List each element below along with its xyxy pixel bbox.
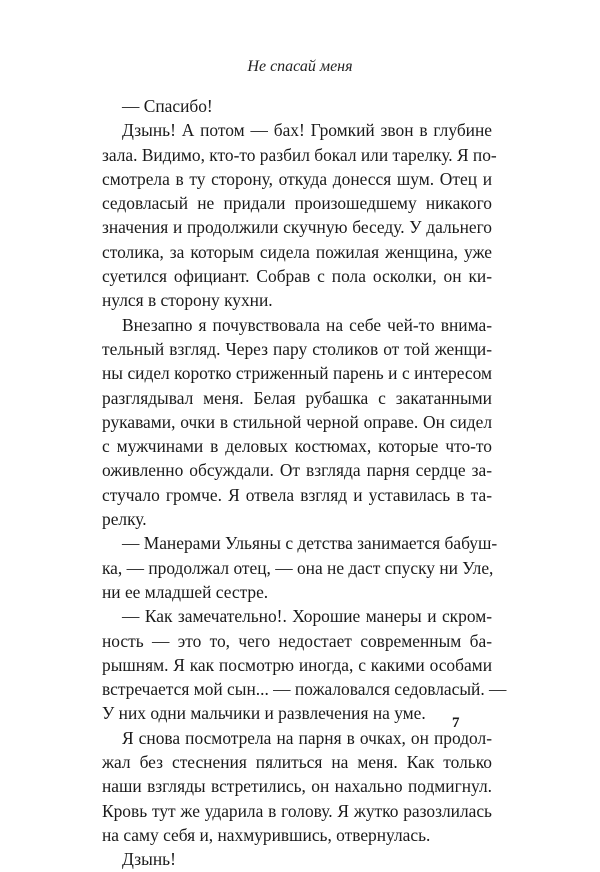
text-line: седовласый не придали произошедшему никакого	[102, 193, 492, 214]
text-line: ны сидел коротко стриженный парень и с интересом	[102, 363, 492, 384]
text-line: на саму себя и, нахмурившись, отвернулась.	[102, 824, 431, 845]
text-line: стучало громче. Я отвела взгляд и уставилась в та-	[102, 484, 492, 505]
text-line: — Манерами Ульяны с детства занимается бабуш-	[122, 533, 498, 554]
text-line: тельный взгляд. Через пару столиков от той женщи-	[102, 338, 492, 359]
text-line: — Как замечательно!. Хорошие манеры и скром-	[122, 606, 492, 627]
text-line: столика, за которым сидела пожилая женщина, уже	[102, 241, 492, 262]
running-head: Не спасай меня	[247, 58, 353, 75]
text-line: Кровь тут же ударила в голову. Я жутко разозлилась	[102, 800, 492, 821]
text-line: наши взгляды встретились, он нахально подмигнул.	[102, 776, 492, 797]
text-line: жал без стеснения пялиться на меня. Как только	[102, 752, 492, 773]
text-line: релку.	[102, 509, 147, 530]
text-line: Дзынь!	[122, 849, 176, 870]
text-line: рышням. Я как посмотрю иногда, с какими особами	[102, 654, 492, 675]
text-line: с мужчинами в деловых костюмах, которые что-то	[102, 436, 492, 457]
text-line: Я снова посмотрела на парня в очках, он продол-	[122, 727, 492, 748]
text-line: Дзынь! А потом — бах! Громкий звон в глубине	[122, 120, 492, 141]
text-line: суетился официант. Собрав с пола осколки, он ки-	[102, 266, 492, 287]
text-line: У них одни мальчики и развлечения на уме.	[102, 703, 426, 724]
text-line: ность — это то, чего недостает современным ба-	[102, 630, 492, 651]
body-text	[102, 94, 507, 872]
text-line: зала. Видимо, кто-то разбил бокал или тарелку. Я по-	[102, 144, 497, 165]
page-number: 7	[452, 715, 460, 731]
text-line: смотрела в ту сторону, откуда донесся шум. Отец и	[102, 168, 492, 189]
text-line: ни ее младшей сестре.	[102, 581, 269, 602]
text-line: ка, — продолжал отец, — она не даст спуску ни Уле,	[102, 557, 494, 578]
text-line: встречается мой сын... — пожаловался седовласый. —	[102, 679, 507, 700]
text-line: рукавами, очки в стильной черной оправе. Он сидел	[102, 411, 492, 432]
text-line: значения и продолжили скучную беседу. У дальнего	[102, 217, 492, 238]
text-line: разглядывал меня. Белая рубашка с закатанными	[102, 387, 492, 408]
text-line: оживленно обсуждали. От взгляда парня сердце за-	[102, 460, 492, 481]
text-line: — Спасибо!	[122, 96, 213, 116]
text-line: нулся в сторону кухни.	[102, 290, 273, 311]
text-line: Внезапно я почувствовала на себе чей-то внима-	[122, 314, 492, 335]
